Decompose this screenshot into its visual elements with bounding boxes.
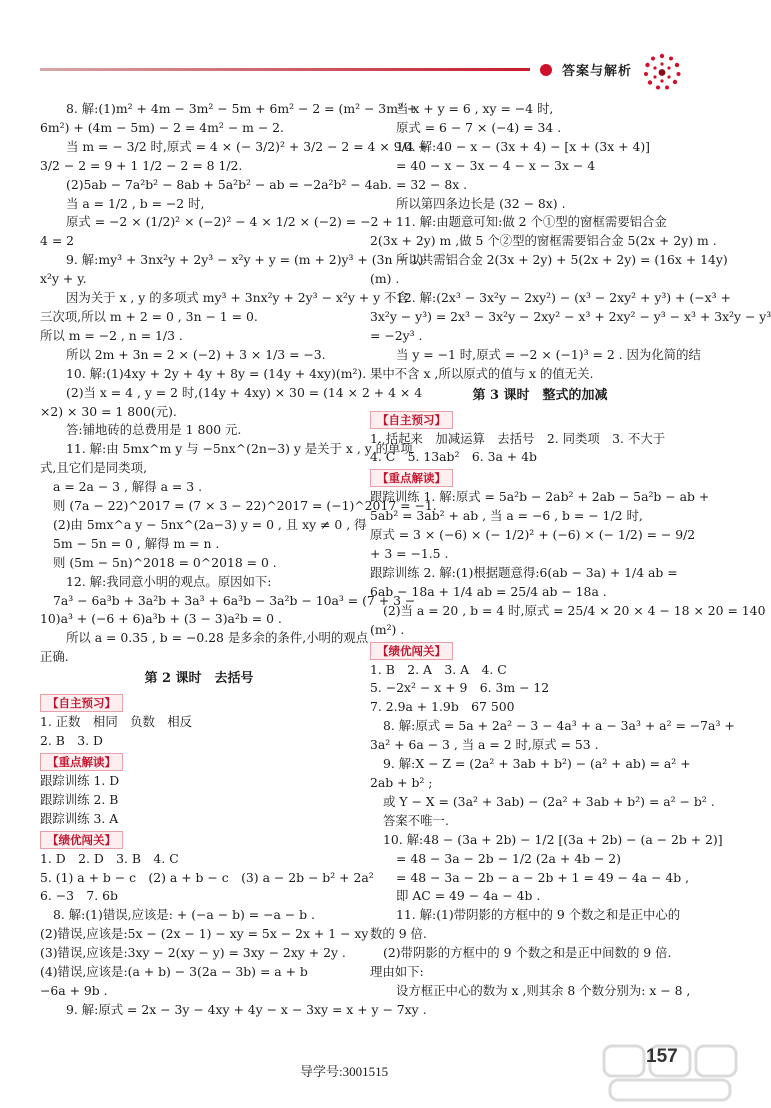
answer-line: 所以 a = 0.35 , b = −0.28 是多余的条件,小明的观点 xyxy=(66,630,369,646)
answer-line: 11. 解:由题意可知:做 2 个①型的窗框需要铝合金 xyxy=(396,214,667,230)
answer-line: 当 a = 1/2 , b = −2 时, xyxy=(66,195,205,211)
answer-line: 则 (7a − 22)^2017 = (7 × 3 − 22)^2017 = (−1)^2017 = −1. xyxy=(53,498,437,514)
answer-line: a = 2a − 3 , 解得 a = 3 . xyxy=(53,479,203,495)
answer-line: (m²) . xyxy=(370,621,405,637)
answer-line: 所以第四条边长是 (32 − 8x) . xyxy=(396,195,566,211)
answer-line: 1. 正数 相同 负数 相反 xyxy=(40,714,193,730)
answer-line: 三次项,所以 m + 2 = 0 , 3n − 1 = 0. xyxy=(40,308,258,324)
answer-line: 6ab − 18a + 1/4 ab = 25/4 ab − 18a . xyxy=(370,583,607,599)
answer-line: 1. D 2. D 3. B 4. C xyxy=(40,850,179,866)
answer-line: 跟踪训练 3. A xyxy=(40,810,119,826)
answer-line: 数的 9 倍. xyxy=(370,926,427,942)
answer-line: 当 x + y = 6 , xy = −4 时, xyxy=(396,101,554,116)
answer-line: 则 (5m − 5n)^2018 = 0^2018 = 0 . xyxy=(53,554,277,570)
answer-line: 5ab² = 3ab² + ab , 当 a = −6 , b = − 1/2 时, xyxy=(370,508,643,524)
answer-line: 跟踪训练 2. B xyxy=(40,791,119,807)
answer-line: 10)a³ + (−6 + 6)a³b + (3 − 3)a²b = 0 . xyxy=(40,611,282,627)
answer-line: = 48 − 3a − 2b − a − 2b + 1 = 49 − 4a − 4b , xyxy=(396,869,690,885)
answer-line: 设方框正中心的数为 x ,则其余 8 个数分别为: x − 8 , xyxy=(396,982,691,998)
section-tag-row xyxy=(40,751,358,772)
answer-line: (3)错误,应该是:3xy − 2(xy − y) = 3xy − 2xy + 2y . xyxy=(40,945,346,961)
section-tag-row xyxy=(370,467,710,488)
page-number: 157 xyxy=(646,1046,678,1067)
section-tag: 【绩优闯关】 xyxy=(370,642,453,660)
section-tag: 【绩优闯关】 xyxy=(40,831,123,849)
answer-line: 所以 2m + 3n = 2 × (−2) + 3 × 1/3 = −3. xyxy=(66,346,326,362)
section-tag-row xyxy=(370,640,710,661)
answer-line: ×2) × 30 = 1 800(元). xyxy=(40,403,177,419)
answer-line: 1. B 2. A 3. A 4. C xyxy=(370,661,507,677)
answer-line: 3x²y − y³) = 2x³ − 3x²y − 2xy² − x³ + 2xy² − y³ − x³ + 3x²y − y³ xyxy=(370,308,771,324)
section-tag: 【自主预习】 xyxy=(370,411,453,429)
answer-line: 6. −3 7. 6b xyxy=(40,888,118,904)
answer-line: 4. C 5. 13ab² 6. 3a + 4b xyxy=(370,449,537,465)
answer-line: 即 AC = 49 − 4a − 4b . xyxy=(396,888,541,904)
answer-line: 7a³ − 6a³b + 3a²b + 3a³ + 6a³b − 3a²b − 10a³ = (7 + 3 − xyxy=(53,592,416,608)
answer-line: 6m²) + (4m − 5m) − 2 = 4m² − m − 2. xyxy=(40,119,284,135)
section-title: 第 2 课时 去括号 xyxy=(144,671,254,687)
answer-line: 8. 解:原式 = 5a + 2a² − 3 − 4a³ + a − 3a³ + a² = −7a³ + xyxy=(383,718,735,734)
answer-line: 跟踪训练 2. 解:(1)根据题意得:6(ab − 3a) + 1/4 ab = xyxy=(370,564,678,580)
answer-line: 果中不含 x ,所以原式的值与 x 的值无关. xyxy=(370,365,594,381)
section-tag-row xyxy=(40,692,358,713)
section-tag: 【重点解读】 xyxy=(370,469,453,487)
answer-line: (2)带阴影的方框中的 9 个数之和是正中间数的 9 倍. xyxy=(383,945,672,961)
right-answer-column xyxy=(370,100,771,1001)
answer-line: 9. 解:原式 = 2x − 3y − 4xy + 4y − x − 3xy = x + y − 7xy . xyxy=(66,1001,427,1017)
answer-line: (2)5ab − 7a²b² − 8ab + 5a²b² − ab = −2a²b² − 4ab. xyxy=(66,176,392,192)
answer-line: + 3 = −1.5 . xyxy=(370,546,449,562)
answer-line: 式,且它们是同类项, xyxy=(40,460,148,476)
answer-line: 2ab + b² ; xyxy=(370,775,433,790)
section-tag-row xyxy=(40,829,358,850)
answer-line: 1. 括起来 加减运算 去括号 2. 同类项 3. 不大于 xyxy=(370,430,666,446)
answer-line: x²y + y. xyxy=(40,271,87,287)
answer-line: 当 y = −1 时,原式 = −2 × (−1)³ = 2 . 因为化简的结 xyxy=(396,346,701,362)
answer-line: (2)当 x = 4 , y = 2 时,(14y + 4xy) × 30 = (14 × 2 + 4 × 4 xyxy=(66,384,423,400)
answer-line: 跟踪训练 1. D xyxy=(40,772,120,788)
answer-line: 12. 解:我同意小明的观点。原因如下: xyxy=(66,573,272,589)
answer-line: = 32 − 8x . xyxy=(396,176,468,192)
answer-line: 5m − 5n = 0 , 解得 m = n . xyxy=(53,535,220,551)
answer-line: 5. −2x² − x + 9 6. 3m − 12 xyxy=(370,680,550,696)
answer-line: 9. 解:X − Z = (2a² + 3ab + b²) − (a² + ab) = a² + xyxy=(383,756,691,772)
answer-line: 10. 解:40 − x − (3x + 4) − [x + (3x + 4)] xyxy=(396,138,651,154)
answer-line: 原式 = 6 − 7 × (−4) = 34 . xyxy=(396,119,562,135)
header-bullet-dot xyxy=(540,64,552,76)
answer-line: 答案不唯一. xyxy=(383,812,449,828)
answer-line: 或 Y − X = (3a² + 3ab) − (2a² + 3ab + b²) = a² − b² . xyxy=(383,793,715,809)
answer-line: (2)错误,应该是:5x − (2x − 1) − xy = 5x − 2x + 1 − xy . xyxy=(40,926,377,942)
answer-line: 跟踪训练 1. 解:原式 = 5a²b − 2ab² + 2ab − 5a²b − ab + xyxy=(370,489,710,505)
answer-line: 所以共需铝合金 2(3x + 2y) + 5(2x + 2y) = (16x + 14y) xyxy=(396,252,728,268)
answer-line: 7. 2.9a + 1.9b 67 500 xyxy=(370,699,515,715)
answer-line: 2(3x + 2y) m ,做 5 个②型的窗框需要铝合金 5(2x + 2y) m . xyxy=(370,233,717,249)
answer-line: 原式 = −2 × (1/2)² × (−2)² − 4 × 1/2 × (−2) = −2 + xyxy=(66,214,393,230)
answer-line: 8. 解:(1)错误,应该是: + (−a − b) = −a − b . xyxy=(53,907,315,923)
answer-line: 理由如下: xyxy=(370,964,424,980)
section-tag: 【重点解读】 xyxy=(40,753,123,771)
answer-line: 8. 解:(1)m² + 4m − 3m² − 5m + 6m² − 2 = (m² − 3m² + xyxy=(66,101,418,116)
answer-line: 原式 = 3 × (−6) × (− 1/2)² + (−6) × (− 1/2) = − 9/2 xyxy=(370,527,696,543)
answer-line: 答:铺地砖的总费用是 1 800 元. xyxy=(66,422,242,438)
answer-line: 11. 解:由 5mx^m y 与 −5nx^(2n−3) y 是关于 x , y 的单项 xyxy=(66,441,413,457)
answer-line: 11. 解:(1)带阴影的方框中的 9 个数之和是正中心的 xyxy=(396,907,681,923)
answer-line: = 48 − 3a − 2b − 1/2 (2a + 4b − 2) xyxy=(396,850,621,866)
answer-line: 3a² + 6a − 3 , 当 a = 2 时,原式 = 53 . xyxy=(370,737,599,753)
answer-line: 10. 解:(1)4xy + 2y + 4y + 8y = (14y + 4xy)(m²). xyxy=(66,365,367,381)
answer-line: (2)由 5mx^a y − 5nx^(2a−3) y = 0 , 且 xy ≠ 0 , 得 xyxy=(53,516,367,532)
answer-line: 5. (1) a + b − c (2) a + b − c (3) a − 2b − b² + 2a² xyxy=(40,869,374,885)
answer-line: (m) . xyxy=(370,271,400,287)
answer-line: 3/2 − 2 = 9 + 1 1/2 − 2 = 8 1/2. xyxy=(40,157,243,173)
header-title: 答案与解析 xyxy=(562,64,633,79)
answer-line: 2. B 3. D xyxy=(40,733,103,748)
answer-line: 4 = 2 xyxy=(40,233,75,249)
answer-line: 正确. xyxy=(40,649,69,665)
answer-line: 9. 解:my³ + 3nx²y + 2y³ − x²y + y = (m + 2)y³ + (3n − 1)· xyxy=(66,252,428,268)
answer-line: (4)错误,应该是:(a + b) − 3(2a − 3b) = a + b xyxy=(40,964,308,980)
answer-line: = −2y³ . xyxy=(370,327,423,343)
header-decor-line xyxy=(40,68,530,71)
section-tag-row xyxy=(370,409,710,430)
answer-line: (2)当 a = 20 , b = 4 时,原式 = 25/4 × 20 × 4 − 18 × 20 = 140 xyxy=(383,602,766,618)
answer-line: = 40 − x − 3x − 4 − x − 3x − 4 xyxy=(396,157,596,173)
answer-line: 因为关于 x , y 的多项式 my³ + 3nx²y + 2y³ − x²y + y 不含 xyxy=(66,290,409,306)
answer-line: −6a + 9b . xyxy=(40,982,108,998)
section-title: 第 3 课时 整式的加减 xyxy=(472,387,608,403)
section-tag: 【自主预习】 xyxy=(40,694,123,712)
flower-logo-icon xyxy=(640,50,684,94)
answer-line: 当 m = − 3/2 时,原式 = 4 × (− 3/2)² + 3/2 − 2 = 4 × 9/4 + xyxy=(66,138,428,154)
answer-line: 10. 解:48 − (3a + 2b) − 1/2 [(3a + 2b) − (a − 2b + 2)] xyxy=(383,831,723,847)
study-code: 导学号:3001515 xyxy=(300,1064,389,1079)
answer-line: 12. 解:(2x³ − 3x²y − 2xy²) − (x³ − 2xy² + y³) + (−x³ + xyxy=(396,290,731,306)
answer-line: 所以 m = −2 , n = 1/3 . xyxy=(40,327,183,343)
